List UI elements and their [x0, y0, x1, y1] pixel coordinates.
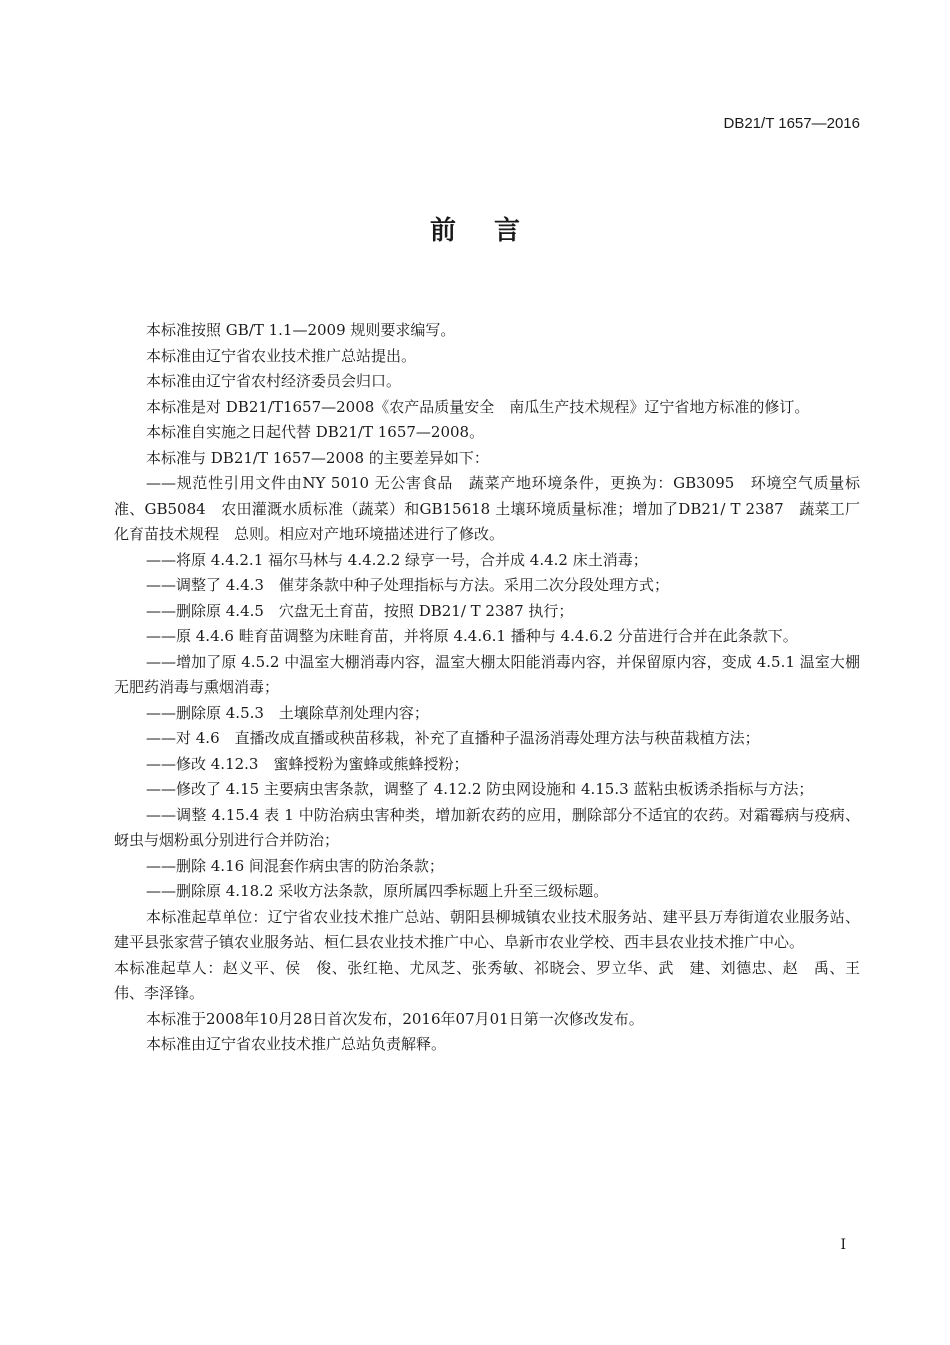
page-number: I — [840, 1237, 846, 1253]
paragraph-interpretation: 本标准由辽宁省农业技术推广总站负责解释。 — [146, 1035, 447, 1053]
paragraph-drafting-units: 本标准起草单位：辽宁省农业技术推广总站、朝阳县柳城镇农业技术服务站、建平县万寿街道农业服务站、建平县张家营子镇农业服务站、桓仁县农业技术推广中心、阜新市农业学校、西丰县农业技术推广中心。 — [114, 907, 860, 951]
paragraph-drafters: 本标准起草人：赵义平、侯 俊、张红艳、尤凤芝、张秀敏、祁晓会、罗立华、武 建、刘德忠、赵 禹、王 伟、李泽锋。 — [114, 958, 876, 1002]
change-item: ——对 4.6 直播改成直播或秧苗移栽，补充了直播种子温汤消毒处理方法与秧苗栽植方法； — [146, 729, 760, 747]
change-item: ——调整 4.15.4 表 1 中防治病虫害种类，增加新农药的应用，删除部分不适宜的农药。对霜霉病与疫病、蚜虫与烟粉虱分别进行合并防治； — [114, 805, 860, 849]
change-item: ——原 4.4.6 畦育苗调整为床畦育苗，并将原 4.4.6.1 播种与 4.4.6.2 分苗进行合并在此条款下。 — [146, 627, 798, 645]
paragraph-proposer: 本标准由辽宁省农业技术推广总站提出。 — [146, 346, 417, 365]
paragraph-compilation-rules: 本标准按照 GB/T 1.1—2009 规则要求编写。 — [146, 321, 456, 339]
change-item: ——调整了 4.4.3 催芽条款中种子处理指标与方法。采用二次分段处理方式； — [146, 576, 669, 594]
change-item: ——删除 4.16 间混套作病虫害的防治条款； — [146, 856, 444, 875]
page-title: 前言 — [429, 216, 558, 246]
change-item: ——修改了 4.15 主要病虫害条款，调整了 4.12.2 防虫网设施和 4.15.3 蓝粘虫板诱杀指标与方法； — [146, 780, 814, 798]
change-item: ——将原 4.4.2.1 福尔马林与 4.4.2.2 绿亨一号，合并成 4.4.2 床土消毒； — [146, 550, 648, 569]
change-item: ——删除原 4.5.3 土壤除草剂处理内容； — [146, 703, 429, 722]
change-item: ——增加了原 4.5.2 中温室大棚消毒内容，温室大棚太阳能消毒内容，并保留原内容，变成 4.5.1 温室大棚无肥药消毒与熏烟消毒； — [114, 652, 860, 696]
paragraph-revision-of: 本标准是对 DB21/T1657—2008《农产品质量安全 南瓜生产技术规程》辽宁省地方标准的修订。 — [146, 397, 810, 416]
change-item: ——修改 4.12.3 蜜蜂授粉为蜜蜂或熊蜂授粉； — [146, 754, 469, 773]
paragraph-publication-dates: 本标准于2008年10月28日首次发布，2016年07月01日第一次修改发布。 — [146, 1009, 644, 1028]
paragraph-administrator: 本标准由辽宁省农村经济委员会归口。 — [146, 372, 402, 390]
paragraph-replaces: 本标准自实施之日起代替 DB21/T 1657—2008。 — [146, 423, 485, 441]
change-item: ——删除原 4.18.2 采收方法条款，原所属四季标题上升至三级标题。 — [146, 882, 609, 900]
foreword-body — [114, 318, 876, 1058]
standard-code: DB21/T 1657—2016 — [723, 115, 860, 132]
paragraph-differences-intro: 本标准与 DB21/T 1657—2008 的主要差异如下： — [146, 448, 489, 467]
change-item: ——规范性引用文件由NY 5010 无公害食品 蔬菜产地环境条件，更换为：GB3095 环境空气质量标准、GB5084 农田灌溉水质标准（蔬菜）和GB15618 土壤环境质量标准；增加了DB21/ T 2387 蔬菜工厂化育苗技术规程 总则。相应对产地环境描述进行了修改。 — [114, 474, 860, 543]
change-item: ——删除原 4.4.5 穴盘无土育苗，按照 DB21/ T 2387 执行； — [146, 601, 574, 620]
